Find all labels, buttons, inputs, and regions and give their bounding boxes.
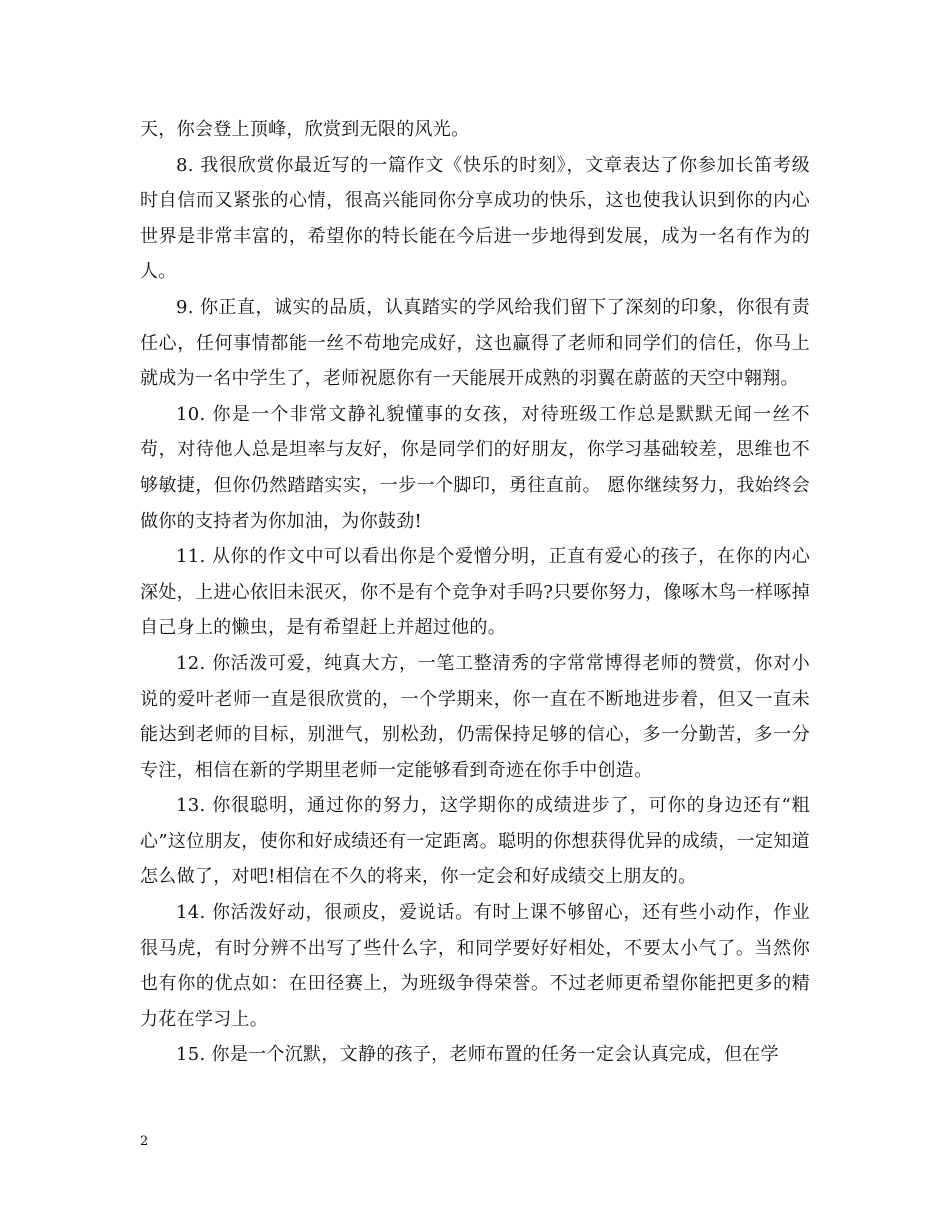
paragraph-item-9: 9. 你正直，诚实的品质，认真踏实的学风给我们留下了深刻的印象，你很有责任心，任何事情都能一丝不苟地完成好，这也赢得了老师和同学们的信任，你马上就成为一名中学生了，老师祝愿你有一天能展开成熟的羽翼在蔚蓝的天空中翱翔。 xyxy=(140,296,810,390)
paragraph-item-12: 12. 你活泼可爱，纯真大方，一笔工整清秀的字常常博得老师的赞赏，你对小说的爱叶老师一直是很欣赏的，一个学期来，你一直在不断地进步着，但又一直未能达到老师的目标，别泄气，别松劲，仍需保持足够的信心，多一分勤苦，多一分专注，相信在新的学期里老师一定能够看到奇迹在你手中创造。 xyxy=(140,652,810,781)
paragraph-item-13: 13. 你很聪明，通过你的努力，这学期你的成绩进步了，可你的身边还有“粗心”这位朋友，使你和好成绩还有一定距离。聪明的你想获得优异的成绩，一定知道怎么做了，对吧!相信在不久的将来，你一定会和好成绩交上朋友的。 xyxy=(140,795,810,888)
paragraph-item-11: 11. 从你的作文中可以看出你是个爱憎分明，正直有爱心的孩子，在你的内心深处，上进心依旧未泯灭，你不是有个竞争对手吗?只要你努力，像啄木鸟一样啄掉自己身上的懒虫，是有希望赶上并超过他的。 xyxy=(140,546,810,639)
paragraph-item-8: 8. 我很欣赏你最近写的一篇作文《快乐的时刻》，文章表达了你参加长笛考级时自信而又紧张的心情，很高兴能同你分享成功的快乐，这也使我认识到你的内心世界是非常丰富的，希望你的特长能在今后进一步地得到发展，成为一名有作为的人。 xyxy=(140,154,810,283)
paragraph-continuation: 天，你会登上顶峰，欣赏到无限的风光。 xyxy=(140,119,470,140)
paragraph-item-15: 15. 你是一个沉默，文静的孩子，老师布置的任务一定会认真完成，但在学 xyxy=(176,1044,779,1066)
document-body xyxy=(140,112,810,1073)
paragraph-item-14: 14. 你活泼好动，很顽皮，爱说话。有时上课不够留心，还有些小动作，作业很马虎，有时分辨不出写了些什么字，和同学要好好相处，不要太小气了。当然你也有你的优点如：在田径赛上，为班级争得荣誉。不过老师更希望你能把更多的精力花在学习上。 xyxy=(140,902,810,1030)
page-number: 2 xyxy=(140,1134,149,1149)
paragraph-item-10: 10. 你是一个非常文静礼貌懂事的女孩，对待班级工作总是默默无闻一丝不苟，对待他人总是坦率与友好，你是同学们的好朋友，你学习基础较差，思维也不够敏捷，但你仍然踏踏实实，一步一个脚印，勇往直前。 愿你继续努力，我始终会做你的支持者为你加油，为你鼓劲! xyxy=(140,403,810,532)
